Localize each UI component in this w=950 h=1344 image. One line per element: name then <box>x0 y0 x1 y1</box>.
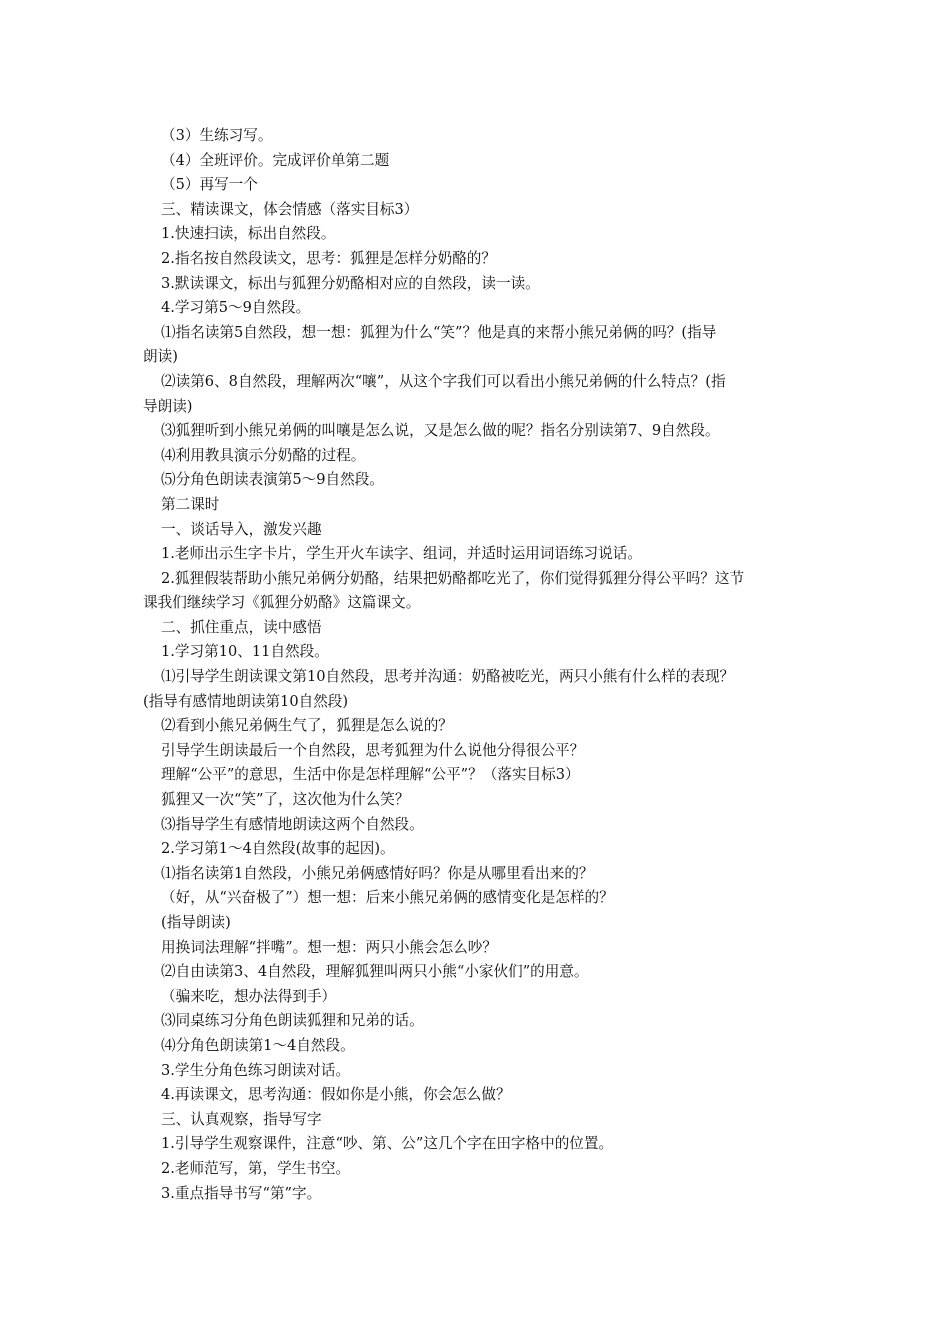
text-line: （3）生练习写。 <box>161 127 273 144</box>
text-line: 导朗读) <box>143 397 193 415</box>
text-line: 第二课时 <box>161 495 220 513</box>
text-line: 三、精读课文，体会情感（落实目标3） <box>161 200 419 218</box>
text-line: 3.学生分角色练习朗读对话。 <box>161 1061 351 1079</box>
text-line: ⑷利用教具演示分奶酪的过程。 <box>161 446 366 464</box>
text-line: ⑴指名读第1自然段，小熊兄弟俩感情好吗？你是从哪里看出来的？ <box>161 864 594 882</box>
text-line: 三、认真观察，指导写字 <box>161 1110 322 1128</box>
text-line: ⑵看到小熊兄弟俩生气了，狐狸是怎么说的？ <box>161 717 453 735</box>
text-line: ⑷分角色朗读第1～4自然段。 <box>161 1036 355 1054</box>
text-line: ⑴引导学生朗读课文第10自然段，思考并沟通：奶酪被吃光，两只小熊有什么样的表现？ <box>161 668 735 686</box>
text-line: 引导学生朗读最后一个自然段，思考狐狸为什么说他分得很公平？ <box>161 741 585 759</box>
text-line: 3.默读课文，标出与狐狸分奶酪相对应的自然段，读一读。 <box>161 274 540 292</box>
text-line: 3.重点指导书写“第”字。 <box>161 1184 322 1202</box>
text-line: （好，从“兴奋极了”）想一想：后来小熊兄弟俩的感情变化是怎样的？ <box>161 889 614 907</box>
text-line: 4.学习第5～9自然段。 <box>161 299 311 317</box>
text-line: 1.快速扫读，标出自然段。 <box>161 225 336 243</box>
text-line: （4）全班评价。完成评价单第二题 <box>161 151 390 169</box>
text-line: ⑴指名读第5自然段，想一想：狐狸为什么“笑”？他是真的来帮小熊兄弟俩的吗？(指导 <box>161 323 717 341</box>
text-line: 狐狸又一次“笑”了，这次他为什么笑？ <box>161 791 410 809</box>
text-line: ⑶狐狸听到小熊兄弟俩的叫嚷是怎么说，又是怎么做的呢？指名分别读第7、9自然段。 <box>161 422 720 440</box>
text-line: ⑶指导学生有感情地朗读这两个自然段。 <box>161 815 424 833</box>
text-line: 用换词法理解“拌嘴”。想一想：两只小熊会怎么吵？ <box>161 938 497 956</box>
text-line: 1.老师出示生字卡片，学生开火车读字、组词，并适时运用词语练习说话。 <box>161 545 642 563</box>
text-line: 2.指名按自然段读文，思考：狐狸是怎样分奶酪的？ <box>161 249 496 267</box>
text-line: ⑵读第6、8自然段，理解两次“嚷”，从这个字我们可以看出小熊兄弟俩的什么特点？(指 <box>161 372 726 390</box>
text-line: 2.老师范写，第，学生书空。 <box>161 1159 351 1177</box>
text-line: 二、抓住重点，读中感悟 <box>161 618 322 636</box>
text-line: (指导朗读) <box>161 914 231 931</box>
text-line: 理解“公平”的意思，生活中你是怎样理解“公平”？（落实目标3） <box>161 766 580 784</box>
text-line: （骗来吃，想办法得到手） <box>161 987 337 1005</box>
text-line: (指导有感情地朗读第10自然段) <box>143 692 349 710</box>
text-line: 一、谈话导入，激发兴趣 <box>161 520 322 538</box>
text-line: ⑵自由读第3、4自然段，理解狐狸叫两只小熊“小家伙们”的用意。 <box>161 963 589 981</box>
text-line: ⑶同桌练习分角色朗读狐狸和兄弟的话。 <box>161 1012 424 1030</box>
text-line: 2.学习第1～4自然段(故事的起因)。 <box>161 840 395 858</box>
text-line: 1.引导学生观察课件，注意“吵、第、公”这几个字在田字格中的位置。 <box>161 1135 614 1153</box>
text-line: 4.再读课文，思考沟通：假如你是小熊，你会怎么做？ <box>161 1086 511 1104</box>
document-body <box>143 124 813 1206</box>
text-line: 课我们继续学习《狐狸分奶酪》这篇课文。 <box>143 594 421 612</box>
text-line: （5）再写一个 <box>161 176 258 194</box>
text-line: 2.狐狸假装帮助小熊兄弟俩分奶酪，结果把奶酪都吃光了，你们觉得狐狸分得公平吗？这节 <box>161 569 745 587</box>
text-line: 1.学习第10、11自然段。 <box>161 643 329 661</box>
text-line: 朗读) <box>143 348 178 366</box>
text-line: ⑸分角色朗读表演第5～9自然段。 <box>161 471 384 489</box>
